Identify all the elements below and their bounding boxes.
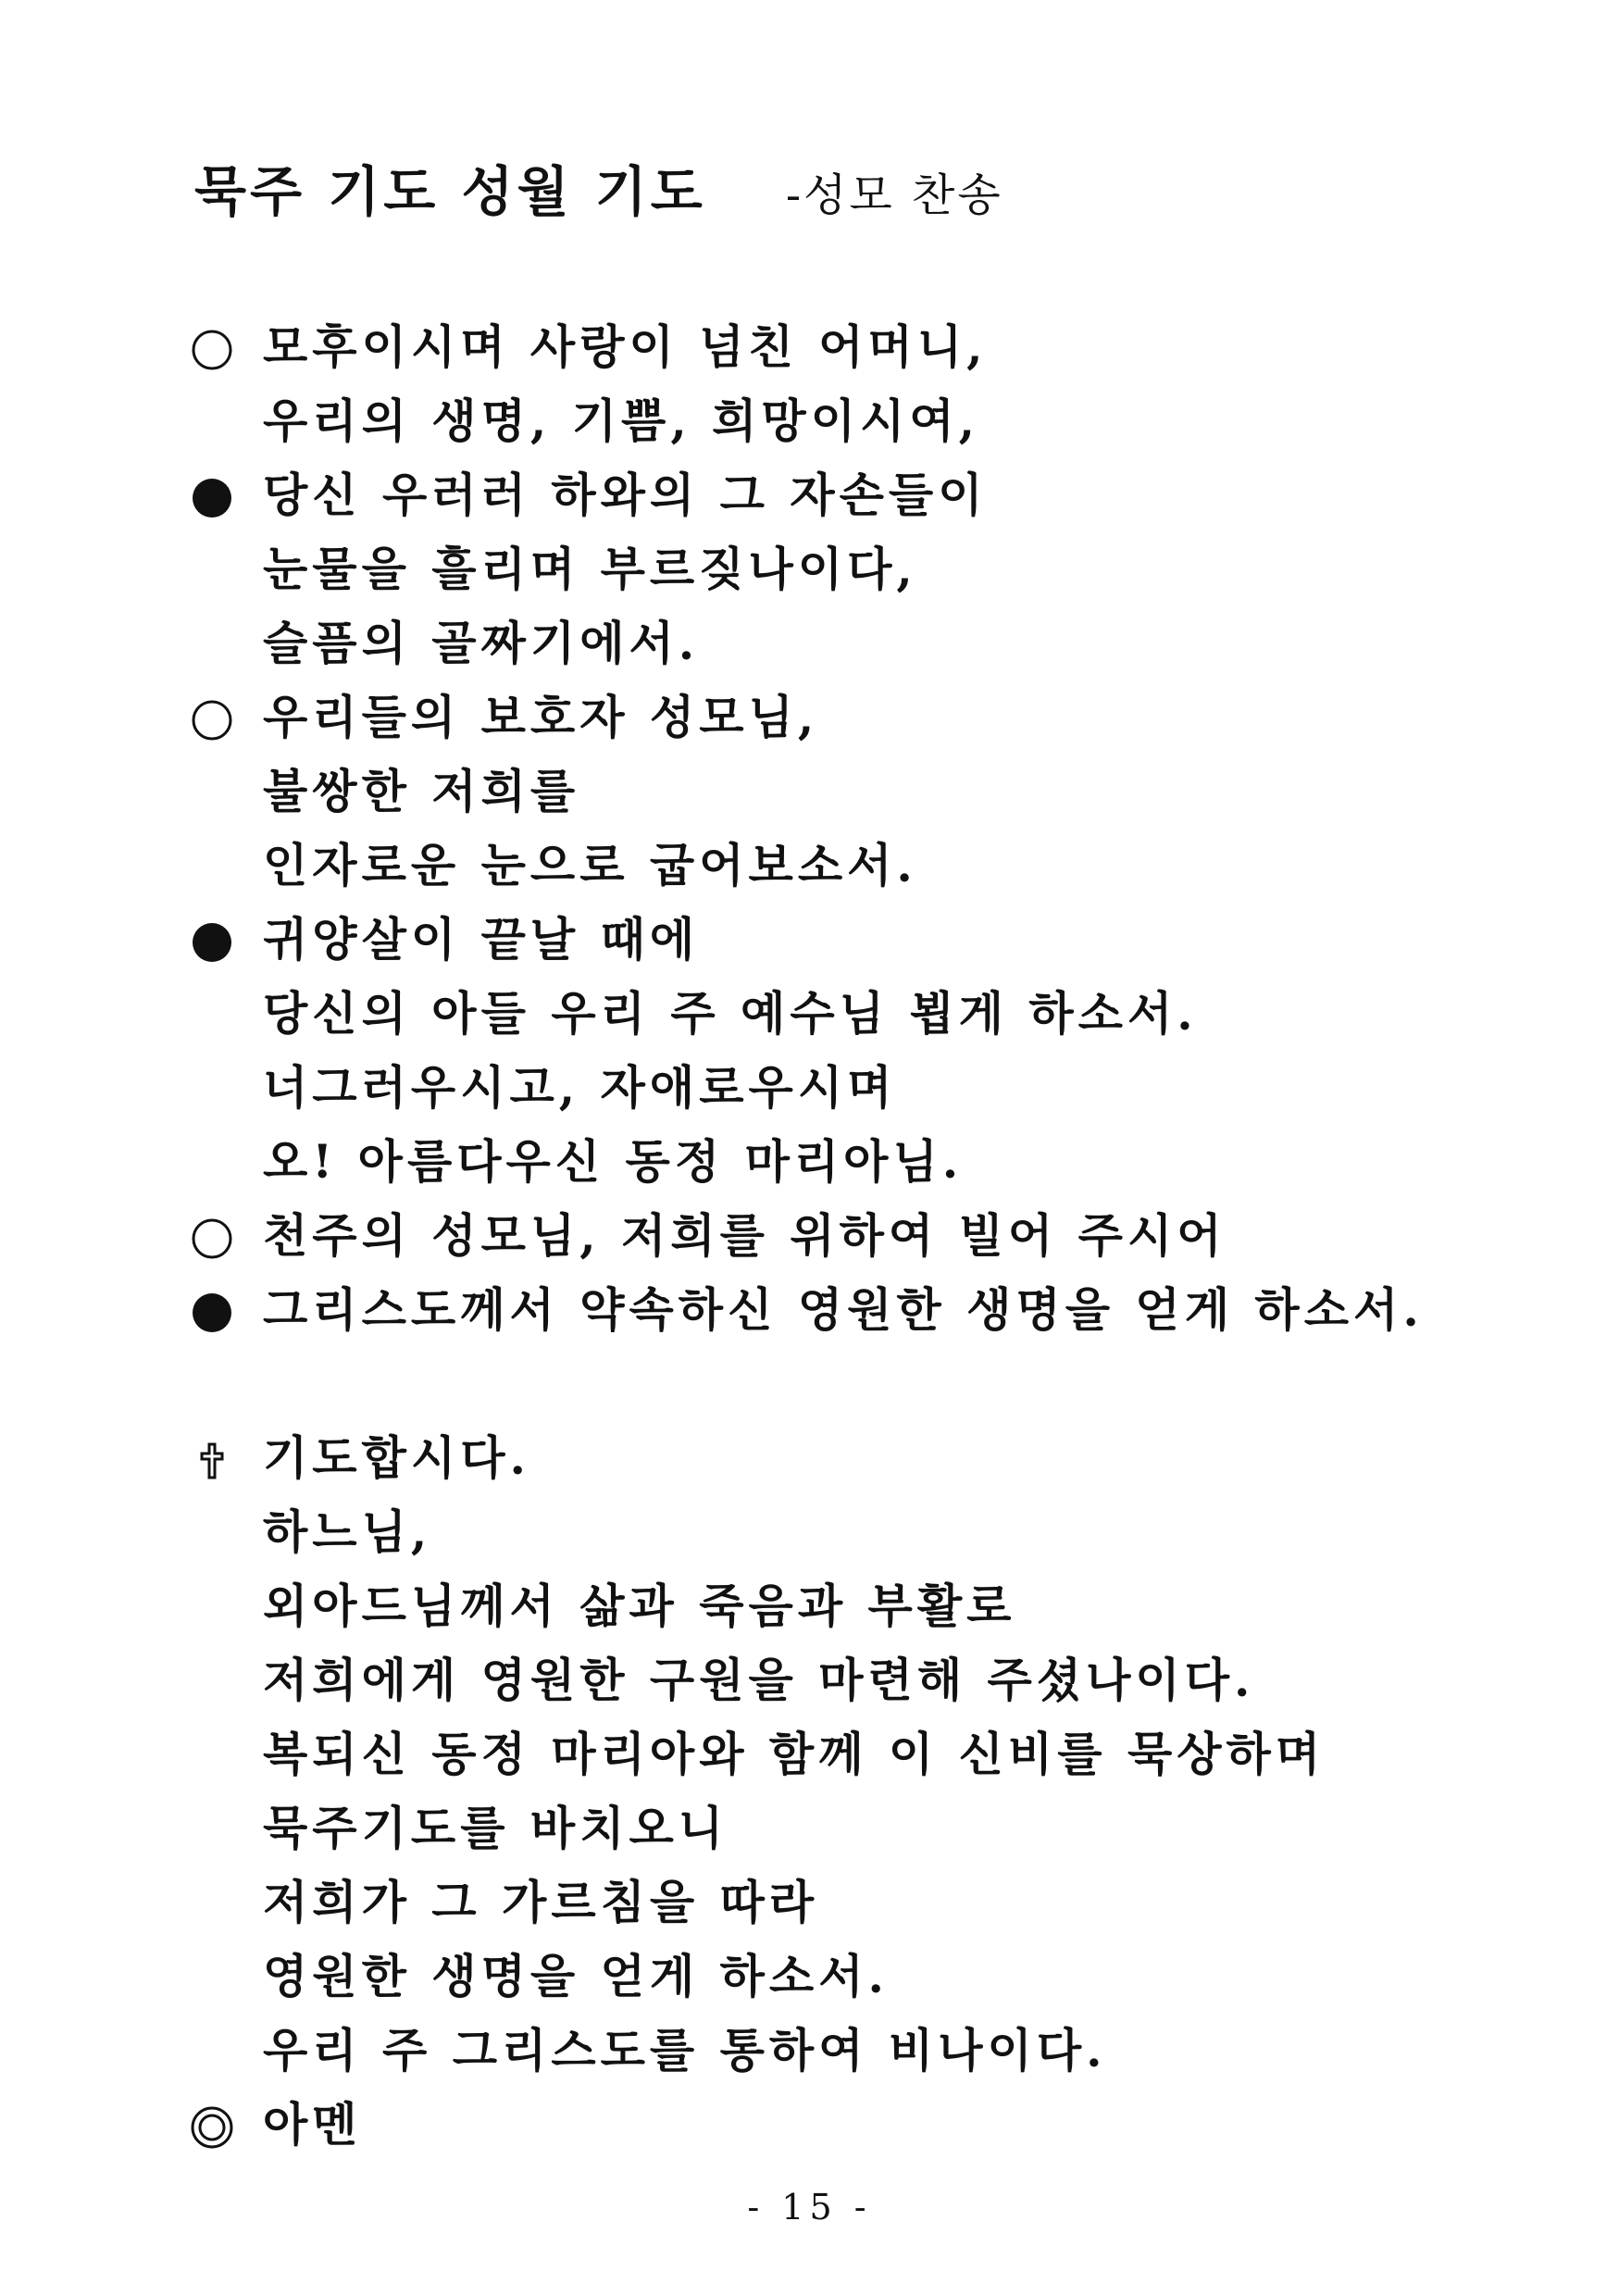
prayer-text: 외아드님께서 삶과 죽음과 부활로 <box>263 1578 1016 1633</box>
prayer-line <box>0 1278 1619 1342</box>
prayer-text: 영원한 생명을 얻게 하소서. <box>263 1949 889 2003</box>
page-number: - 15 - <box>747 2187 872 2227</box>
prayer-line <box>0 1055 1619 1120</box>
prayer-line <box>0 537 1619 602</box>
double-circle-icon <box>190 2092 242 2157</box>
prayer-text: 그리스도께서 약속하신 영원한 생명을 얻게 하소서. <box>263 1282 1424 1337</box>
open-circle-icon <box>190 315 242 380</box>
filled-circle-icon <box>190 1278 242 1342</box>
prayer-line <box>0 1129 1619 1194</box>
page-title: 묵주 기도 성월 기도 <box>194 160 706 223</box>
prayer-line <box>0 2018 1619 2083</box>
prayer-line <box>0 1500 1619 1565</box>
page-subtitle: -성모 찬송 <box>785 169 1003 221</box>
open-circle-icon <box>190 1204 242 1268</box>
prayer-text: 우리의 생명, 기쁨, 희망이시여, <box>263 393 980 448</box>
prayer-line <box>0 1648 1619 1713</box>
prayer-text: 우리 주 그리스도를 통하여 비나이다. <box>263 2023 1107 2078</box>
prayer-text: 너그러우시고, 자애로우시며 <box>263 1060 897 1115</box>
prayer-line <box>0 833 1619 898</box>
prayer-line <box>0 759 1619 824</box>
prayer-text: 인자로운 눈으로 굽어보소서. <box>263 838 917 892</box>
prayer-text: 당신의 아들 우리 주 예수님 뵙게 하소서. <box>263 986 1198 1041</box>
prayer-text: 귀양살이 끝날 때에 <box>263 912 700 967</box>
prayer-text: 우리들의 보호자 성모님, <box>263 690 819 744</box>
prayer-line <box>0 315 1619 380</box>
prayer-text: 아멘 <box>263 2097 362 2152</box>
prayer-line <box>0 1426 1619 1491</box>
prayer-text: 저희에게 영원한 구원을 마련해 주셨나이다. <box>263 1653 1255 1707</box>
prayer-text: 당신 우러러 하와의 그 자손들이 <box>263 468 988 522</box>
prayer-line <box>0 1204 1619 1268</box>
filled-circle-icon <box>190 907 242 972</box>
open-circle-icon <box>190 685 242 750</box>
prayer-text: 복되신 동정 마리아와 함께 이 신비를 묵상하며 <box>263 1727 1326 1781</box>
prayer-line <box>0 907 1619 972</box>
prayer-text: 슬픔의 골짜기에서. <box>263 616 700 670</box>
prayer-text: 눈물을 흘리며 부르짖나이다, <box>263 542 917 596</box>
cross-icon <box>190 1426 242 1491</box>
prayer-line <box>0 611 1619 676</box>
prayer-line <box>0 1574 1619 1639</box>
prayer-line <box>0 1796 1619 1861</box>
prayer-line <box>0 1870 1619 1935</box>
prayer-text: 천주의 성모님, 저희를 위하여 빌어 주시어 <box>263 1208 1227 1263</box>
prayer-line <box>0 981 1619 1046</box>
prayer-text: 오! 아름다우신 동정 마리아님. <box>263 1134 964 1189</box>
prayer-line <box>0 1944 1619 2009</box>
prayer-text: 저희가 그 가르침을 따라 <box>263 1875 819 1929</box>
prayer-text: 불쌍한 저희를 <box>263 764 580 818</box>
prayer-line <box>0 389 1619 454</box>
prayer-line <box>0 1722 1619 1787</box>
prayer-line <box>0 2092 1619 2157</box>
filled-circle-icon <box>190 463 242 528</box>
prayer-text: 기도합시다. <box>263 1430 530 1485</box>
prayer-text: 묵주기도를 바치오니 <box>263 1801 729 1855</box>
prayer-text: 하느님, <box>263 1504 432 1559</box>
prayer-line <box>0 463 1619 528</box>
prayer-text: 모후이시며 사랑이 넘친 어머니, <box>263 319 988 374</box>
title-line <box>194 148 1003 226</box>
prayer-line <box>0 685 1619 750</box>
